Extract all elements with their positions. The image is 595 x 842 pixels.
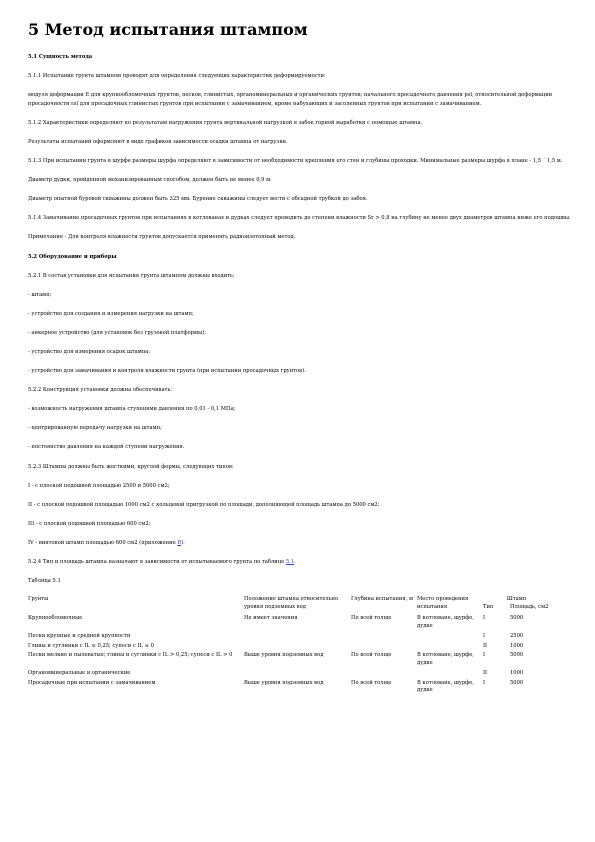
paragraph-text: 5.1 Сущность метода: [28, 54, 93, 60]
cell-soil: Пески мелкие и пылеватые; глины и суглинки с IL > 0,25; супеси с IL > 0: [28, 652, 233, 659]
table-row: [28, 652, 550, 669]
paragraph-text: 5.2.3 Штампы должны быть жесткими, круглой формы, следующих типов:: [28, 463, 234, 470]
header-depth: Глубина испытания, м: [351, 596, 413, 603]
paragraph: [28, 53, 573, 62]
document-body: [28, 53, 573, 586]
paragraph-text: 5.1.3 При испытании грунта в шурфе размеры шурфа определяют в зависимости от необходимости крепления его стен и глубины проходки. Минимальные размеры шурфа в плане - 1,5 ´ 1,5 м.: [28, 158, 563, 165]
paragraph: [28, 138, 573, 147]
paragraph-text: Диаметр дудки, пройденной механизированным способом, должен быть не менее 0,9 м.: [28, 177, 272, 184]
paragraph-text: - анкерное устройство (для установок без грузовой платформы);: [28, 329, 206, 336]
cell-depth: [351, 643, 417, 653]
cell-area: 1000: [510, 669, 524, 676]
cell-area: 5000: [510, 615, 524, 622]
paragraph-text: III - с плоской подошвой площадью 600 см2;: [28, 520, 151, 527]
cell-type: I: [483, 615, 486, 622]
paragraph-text: - устройство для замачивания и контроля влажности грунта (при испытании просадочных грунтов).: [28, 368, 306, 375]
cell-area: 1000: [510, 642, 524, 649]
cell-position: [244, 670, 351, 680]
paragraph-text: 5.1.2 Характеристики определяют по результатам нагружения грунта вертикальной нагрузкой в забое горной выработки с помощью штампа.: [28, 119, 423, 126]
paragraph: [28, 443, 573, 452]
paragraph-text: Таблица 5.1: [28, 578, 61, 585]
paragraph-text: 5.2.1 В состав установки для испытания грунта штампом должны входить:: [28, 272, 235, 279]
cell-place: [417, 633, 483, 643]
paragraph-text: - возможность нагружения штампа ступенями давления по 0,01 - 0,1 МПа;: [28, 406, 236, 413]
table-header-row: [28, 596, 550, 604]
cell-position: Выше уровня подземных вод: [244, 679, 324, 686]
header-stamp: Штамп: [506, 596, 527, 603]
document-page: [28, 20, 573, 697]
paragraph: [28, 233, 573, 242]
paragraph-text: II - с плоской подошвой площадью 1000 см2 с кольцевой пригрузкой по площади, дополняющей площадь штампа до 5000 см2;: [28, 501, 380, 508]
cell-place: В котловане, шурфе, дудке: [417, 679, 474, 694]
paragraph: [28, 329, 573, 338]
cell-place: [417, 670, 483, 680]
paragraph-text: IV - винтовой штамп площадью 600 см2 (приложение: [28, 539, 178, 546]
paragraph: [28, 577, 573, 586]
cross-reference-link[interactable]: 5.1: [285, 559, 295, 566]
cell-type: I: [483, 679, 486, 686]
paragraph: [28, 272, 573, 281]
header-soils: Грунты: [28, 596, 49, 603]
paragraph-text-after: .: [294, 559, 296, 566]
paragraph: [28, 214, 573, 223]
cell-depth: По всей толще: [351, 679, 392, 686]
paragraph-text: 5.2 Оборудование и приборы: [28, 253, 117, 260]
section-title: 5 Метод испытания штампом: [28, 20, 308, 39]
cell-area: 5000: [510, 679, 524, 686]
table-5-1: [28, 596, 550, 697]
cell-position: Не имеет значения: [244, 615, 298, 622]
paragraph: [28, 463, 573, 472]
paragraph: [28, 176, 573, 185]
cell-place: [417, 643, 483, 653]
cell-type: II: [483, 669, 488, 676]
paragraph: [28, 367, 573, 376]
cell-depth: По всей толще: [351, 652, 392, 659]
paragraph: [28, 310, 573, 319]
paragraph: [28, 119, 573, 128]
paragraph-text: 5.2.2 Конструкция установки должна обеспечивать:: [28, 387, 172, 394]
cell-soil: Пески крупные и средней крупности: [28, 632, 131, 639]
paragraph: [28, 482, 573, 491]
paragraph: [28, 405, 573, 414]
paragraph: [28, 253, 573, 262]
paragraph-text: - штамп;: [28, 291, 52, 298]
paragraph-text: 5.1.4 Замачивание просадочных грунтов при испытаниях в котлованах и дудках следует проводить до степени влажности Sr > 0,8 на глубину не менее двух диаметров штампа ниже его подошвы.: [28, 215, 571, 222]
cell-area: 5000: [510, 652, 524, 659]
header-type: Тип: [483, 603, 494, 610]
paragraph-text: - постоянство давления на каждой ступени нагружения.: [28, 444, 185, 451]
table-row: [28, 643, 550, 653]
cell-position: [244, 633, 351, 643]
cell-soil: Просадочные при испытании с замачиванием: [28, 679, 156, 686]
table-row: [28, 680, 550, 697]
paragraph: [28, 291, 573, 300]
paragraph: [28, 157, 573, 166]
cell-soil: Крупнообломочные: [28, 615, 83, 622]
paragraph-text: Результаты испытаний оформляют в виде графиков зависимости осадки штампа от нагрузки.: [28, 138, 288, 145]
table-row: [28, 615, 550, 632]
paragraph-text-after: ).: [181, 539, 185, 546]
paragraph[interactable]: [28, 539, 573, 548]
header-area: Площадь, см2: [510, 603, 549, 610]
paragraph: [28, 501, 573, 510]
paragraph: [28, 195, 573, 204]
cell-area: 2500: [510, 632, 524, 639]
paragraph: [28, 348, 573, 357]
paragraph-text: I - с плоской подошвой площадью 2500 и 5000 см2;: [28, 482, 170, 489]
paragraph: [28, 386, 573, 395]
cell-place: В котловане, шурфе, дудке: [417, 615, 474, 629]
cell-depth: [351, 670, 417, 680]
paragraph[interactable]: [28, 558, 573, 567]
paragraph-text: Диаметр опытной буровой скважины должен быть 325 мм. Бурение скважины следует вести с обсадной трубкой до забоя.: [28, 196, 368, 203]
header-position: Положение штампа относительно уровня подземных вод: [244, 596, 339, 610]
cell-depth: [351, 633, 417, 643]
paragraph: [28, 91, 573, 108]
cell-position: [244, 643, 351, 653]
paragraph-text: Примечание - Для контроля влажности грунтов допускается применять радиоизотопный метод.: [28, 234, 296, 241]
table-row: [28, 633, 550, 643]
cell-type: I: [483, 632, 486, 639]
paragraph: [28, 520, 573, 529]
cell-position: Выше уровня подземных вод: [244, 652, 324, 659]
paragraph-text: 5.2.4 Тип и площадь штампа назначают в зависимости от испытываемого грунта по таблице: [28, 559, 286, 566]
cell-place: В котловане, шурфе, дудке: [417, 652, 474, 666]
paragraph: [28, 424, 573, 433]
cell-type: I: [483, 652, 486, 659]
cross-reference-link[interactable]: В: [177, 539, 182, 546]
table-row: [28, 670, 550, 680]
paragraph-text: - устройство для измерения осадок штампа;: [28, 349, 151, 355]
paragraph-text: - центрированную передачу нагрузки на штамп;: [28, 425, 162, 432]
header-place: Место проведения испытания: [417, 596, 469, 610]
cell-type: II: [483, 642, 488, 649]
cell-soil: Глины и суглинки с IL ≤ 0,25; супеси с IL ≤ 0: [28, 642, 154, 649]
paragraph-text: 5.1.1 Испытание грунта штампом проводят для определения следующих характеристик деформируемости:: [28, 73, 326, 80]
paragraph-text: - устройство для создания и измерения нагрузки на штамп;: [28, 310, 194, 317]
paragraph: [28, 72, 573, 81]
paragraph-text: модуля деформации E для крупнообломочных грунтов, песков, глинистых, органоминеральных и органических грунтов; начального просадочного давления psl, относительной деформации просадочности εsl для просадочных глинистых грунтов при испытании с замачиванием, кроме набухающих и засоленных грунтов при испытании с замачиванием.: [28, 92, 553, 107]
cell-soil: Органоминеральные и органические: [28, 669, 131, 676]
cell-depth: По всей толще: [351, 615, 392, 622]
